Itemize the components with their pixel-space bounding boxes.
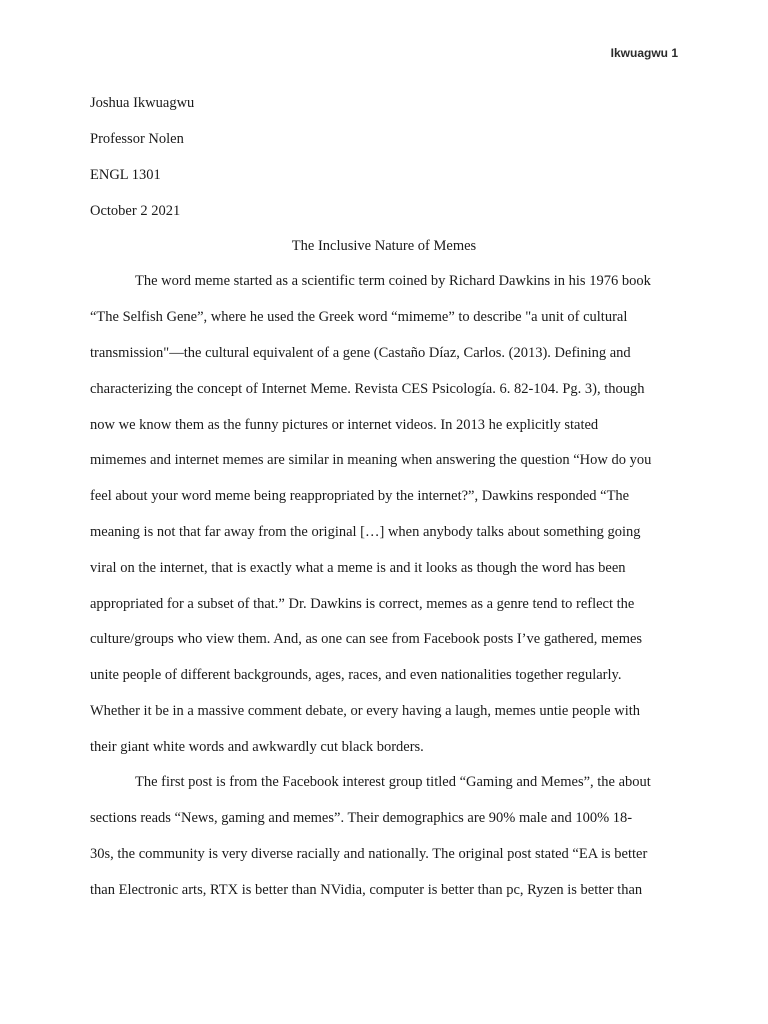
text-line: 30s, the community is very diverse racially and nationally. The original post stated “EA is better <box>90 846 648 862</box>
text-line: their giant white words and awkwardly cut black borders. <box>90 739 424 755</box>
text-line: unite people of different backgrounds, ages, races, and even nationalities together regularly. <box>90 667 622 683</box>
essay-title: The Inclusive Nature of Memes <box>291 238 477 254</box>
text-line: The first post is from the Facebook interest group titled “Gaming and Memes”, the about <box>135 774 651 790</box>
text-line: culture/groups who view them. And, as one can see from Facebook posts I’ve gathered, memes <box>90 631 643 647</box>
text-line: Whether it be in a massive comment debate, or every having a laugh, memes untie people with <box>90 703 641 719</box>
text-line: characterizing the concept of Internet Meme. Revista CES Psicología. 6. 82-104. Pg. 3), though <box>90 381 645 397</box>
date: October 2 2021 <box>90 203 181 219</box>
text-line: now we know them as the funny pictures or internet videos. In 2013 he explicitly stated <box>90 417 599 433</box>
text-line: viral on the internet, that is exactly what a meme is and it looks as though the word has been <box>90 560 626 576</box>
text-line: than Electronic arts, RTX is better than NVidia, computer is better than pc, Ryzen is better than <box>90 882 643 898</box>
text-line: mimemes and internet memes are similar in meaning when answering the question “How do you <box>90 452 652 468</box>
professor-name: Professor Nolen <box>90 131 184 147</box>
course-name: ENGL 1301 <box>90 167 161 183</box>
author-name: Joshua Ikwuagwu <box>90 95 195 111</box>
text-line: appropriated for a subset of that.” Dr. Dawkins is correct, memes as a genre tend to reflect the <box>90 596 635 612</box>
text-line: meaning is not that far away from the original […] when anybody talks about something going <box>90 524 641 540</box>
text-line: transmission"—the cultural equivalent of a gene (Castaño Díaz, Carlos. (2013). Defining and <box>90 345 631 361</box>
text-line: sections reads “News, gaming and memes”. Their demographics are 90% male and 100% 18- <box>90 810 633 826</box>
text-line: feel about your word meme being reappropriated by the internet?”, Dawkins responded “The <box>90 488 630 504</box>
running-head: Ikwuagwu 1 <box>610 46 678 60</box>
text-line: The word meme started as a scientific term coined by Richard Dawkins in his 1976 book <box>135 273 651 289</box>
text-line: “The Selfish Gene”, where he used the Greek word “mimeme” to describe "a unit of cultural <box>90 309 628 325</box>
